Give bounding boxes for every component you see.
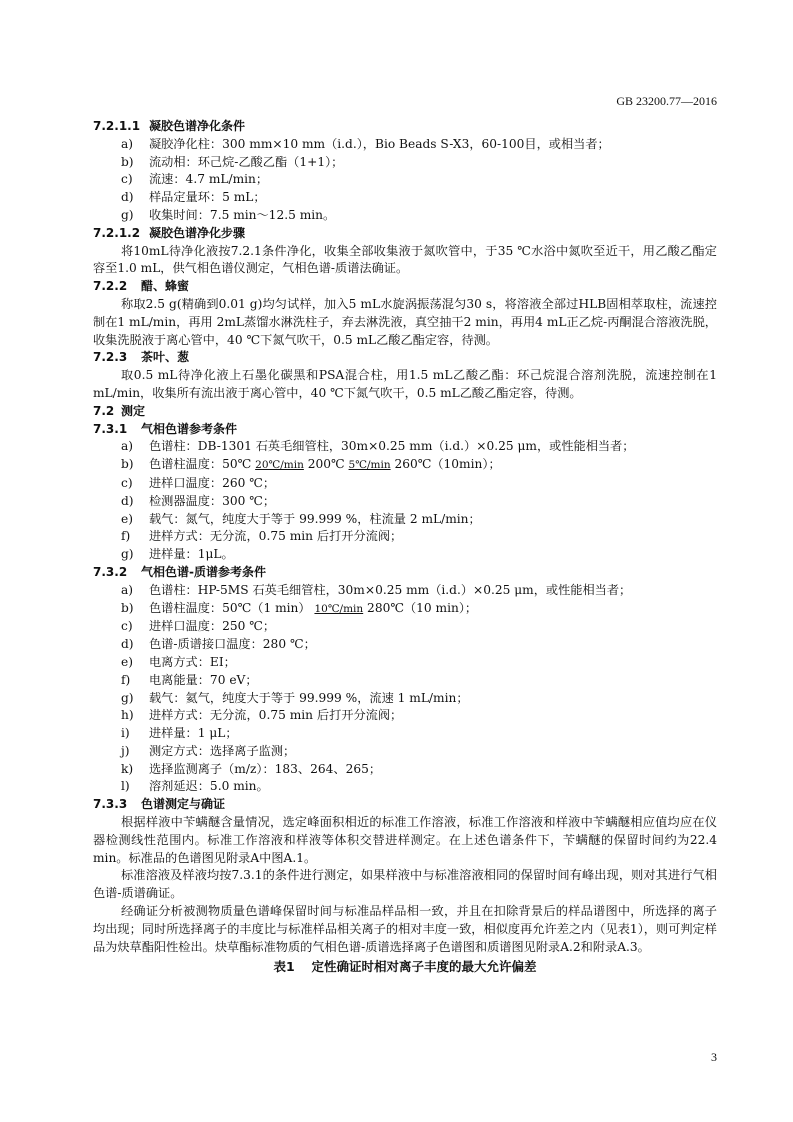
standard-number: GB 23200.77—2016 [616, 94, 717, 108]
section-heading: 7.2.1.2 凝胶色谱净化步骤 [93, 225, 246, 240]
list-item: b) 色谱柱温度：50℃ 20℃/min 200℃ 5℃/min 260℃（10min）； [121, 457, 501, 472]
list-item: f) 进样方式：无分流，0.75 min 后打开分流阀； [121, 529, 403, 544]
list-item: g) 载气：氦气，纯度大于等于 99.999 %，流速 1 mL/min； [121, 690, 469, 705]
section-heading: 7.3.1 气相色谱参考条件 [93, 421, 238, 436]
section-heading: 7.3.2 气相色谱-质谱参考条件 [93, 564, 266, 579]
section-heading: 7.2.3 茶叶、葱 [93, 350, 190, 365]
list-item: a) 色谱柱：DB-1301 石英毛细管柱，30m×0.25 mm（i.d.）×0.25 μm，或性能相当者； [121, 439, 635, 454]
list-item: i) 进样量：1 μL； [121, 726, 238, 741]
paragraph: 标准溶液及样液均按7.3.1的条件进行测定，如果样液中与标准溶液相同的保留时间有峰出现，则对其进行气相色谱-质谱确证。 [93, 868, 717, 901]
paragraph: 将10mL待净化液按7.2.1条件净化，收集全部收集液于氮吹管中，于35 ℃水浴中氮吹至近干，用乙酸乙酯定容至1.0 mL，供气相色谱仪测定，气相色谱-质谱法确证。 [93, 243, 717, 276]
document-body [93, 118, 717, 976]
page-number: 3 [711, 1050, 717, 1064]
list-item: c) 进样口温度：250 ℃； [121, 619, 276, 634]
list-item: l) 溶剂延迟：5.0 min。 [121, 779, 269, 794]
list-item: d) 样品定量环：5 mL； [121, 190, 266, 205]
list-item: a) 色谱柱：HP-5MS 石英毛细管柱，30m×0.25 mm（i.d.）×0.25 μm，或性能相当者； [121, 582, 632, 597]
paragraph: 经确证分析被测物质量色谱峰保留时间与标准品样品相一致，并且在扣除背景后的样品谱图中，所选择的离子均出现；同时所选择离子的丰度比与标准样品相关离子的相对丰度一致，相似度再允许差之内（见表1），则可判定样品为炔草酯阳性检出。炔草酯标准物质的气相色谱-质谱选择离子色谱图和质谱图见附录A.2和附录A.3。 [93, 904, 717, 954]
list-item: e) 电离方式：EI； [121, 654, 236, 669]
list-item: g) 收集时间：7.5 min～12.5 min。 [121, 207, 336, 222]
list-item: f) 电离能量：70 eV； [121, 672, 258, 687]
list-item: d) 检测器温度：300 ℃； [121, 493, 276, 508]
list-item: d) 色谱-质谱接口温度：280 ℃； [121, 637, 316, 652]
paragraph: 根据样液中苄螨醚含量情况，选定峰面积相近的标准工作溶液，标准工作溶液和样液中苄螨醚相应值均应在仪器检测线性范围内。标准工作溶液和样液等体积交替进样测定。在上述色谱条件下，苄螨醚的保留时间约为22.4 min。标准品的色谱图见附录A中图A.1。 [93, 815, 717, 865]
paragraph: 取0.5 mL待净化液上石墨化碳黑和PSA混合柱，用1.5 mL乙酸乙酯：环己烷混合溶剂洗脱，流速控制在1 mL/min，收集所有流出液于离心管中，40 ℃下氮气吹干，0.5 mL乙酸乙酯定容，待测。 [93, 368, 717, 400]
list-item: g) 进样量：1μL。 [121, 547, 234, 562]
list-item: e) 载气：氮气，纯度大于等于 99.999 %，柱流量 2 mL/min； [121, 511, 481, 526]
list-item: b) 色谱柱温度：50℃（1 min） 10℃/min 280℃（10 min）； [121, 600, 478, 615]
section-heading: 7.2.2 醋、蜂蜜 [93, 279, 190, 294]
list-item: k) 选择监测离子（m/z）：183、264、265； [121, 761, 382, 776]
section-heading: 7.2.1.1 凝胶色谱净化条件 [93, 119, 246, 133]
list-item: b) 流动相：环己烷-乙酸乙酯（1+1）； [121, 154, 344, 169]
list-item: c) 流速：4.7 mL/min； [121, 172, 269, 187]
list-item: h) 进样方式：无分流，0.75 min 后打开分流阀； [121, 708, 403, 723]
section-heading: 7.2 测定 [93, 403, 146, 418]
section-heading: 7.3.3 色谱测定与确证 [93, 797, 226, 812]
list-item: j) 测定方式：选择离子监测； [121, 743, 296, 758]
paragraph: 称取2.5 g(精确到0.01 g)均匀试样，加入5 mL水旋涡振荡混匀30 s，将溶液全部过HLB固相萃取柱，流速控制在1 mL/min，再用 2mL蒸馏水淋洗柱子，弃去淋洗液，真空抽干2 min，再用4 mL正乙烷-丙酮混合溶液洗脱，收集洗脱液于离心管中，40 ℃下氮气吹干，0.5 mL乙酸乙酯定容，待测。 [93, 296, 717, 347]
table-title: 表1 定性确证时相对离子丰度的最大允许偏差 [273, 959, 537, 975]
list-item: c) 进样口温度：260 ℃； [121, 475, 276, 490]
list-item: a) 凝胶净化柱：300 mm×10 mm（i.d.），Bio Beads S-X3，60-100目，或相当者； [121, 136, 610, 151]
